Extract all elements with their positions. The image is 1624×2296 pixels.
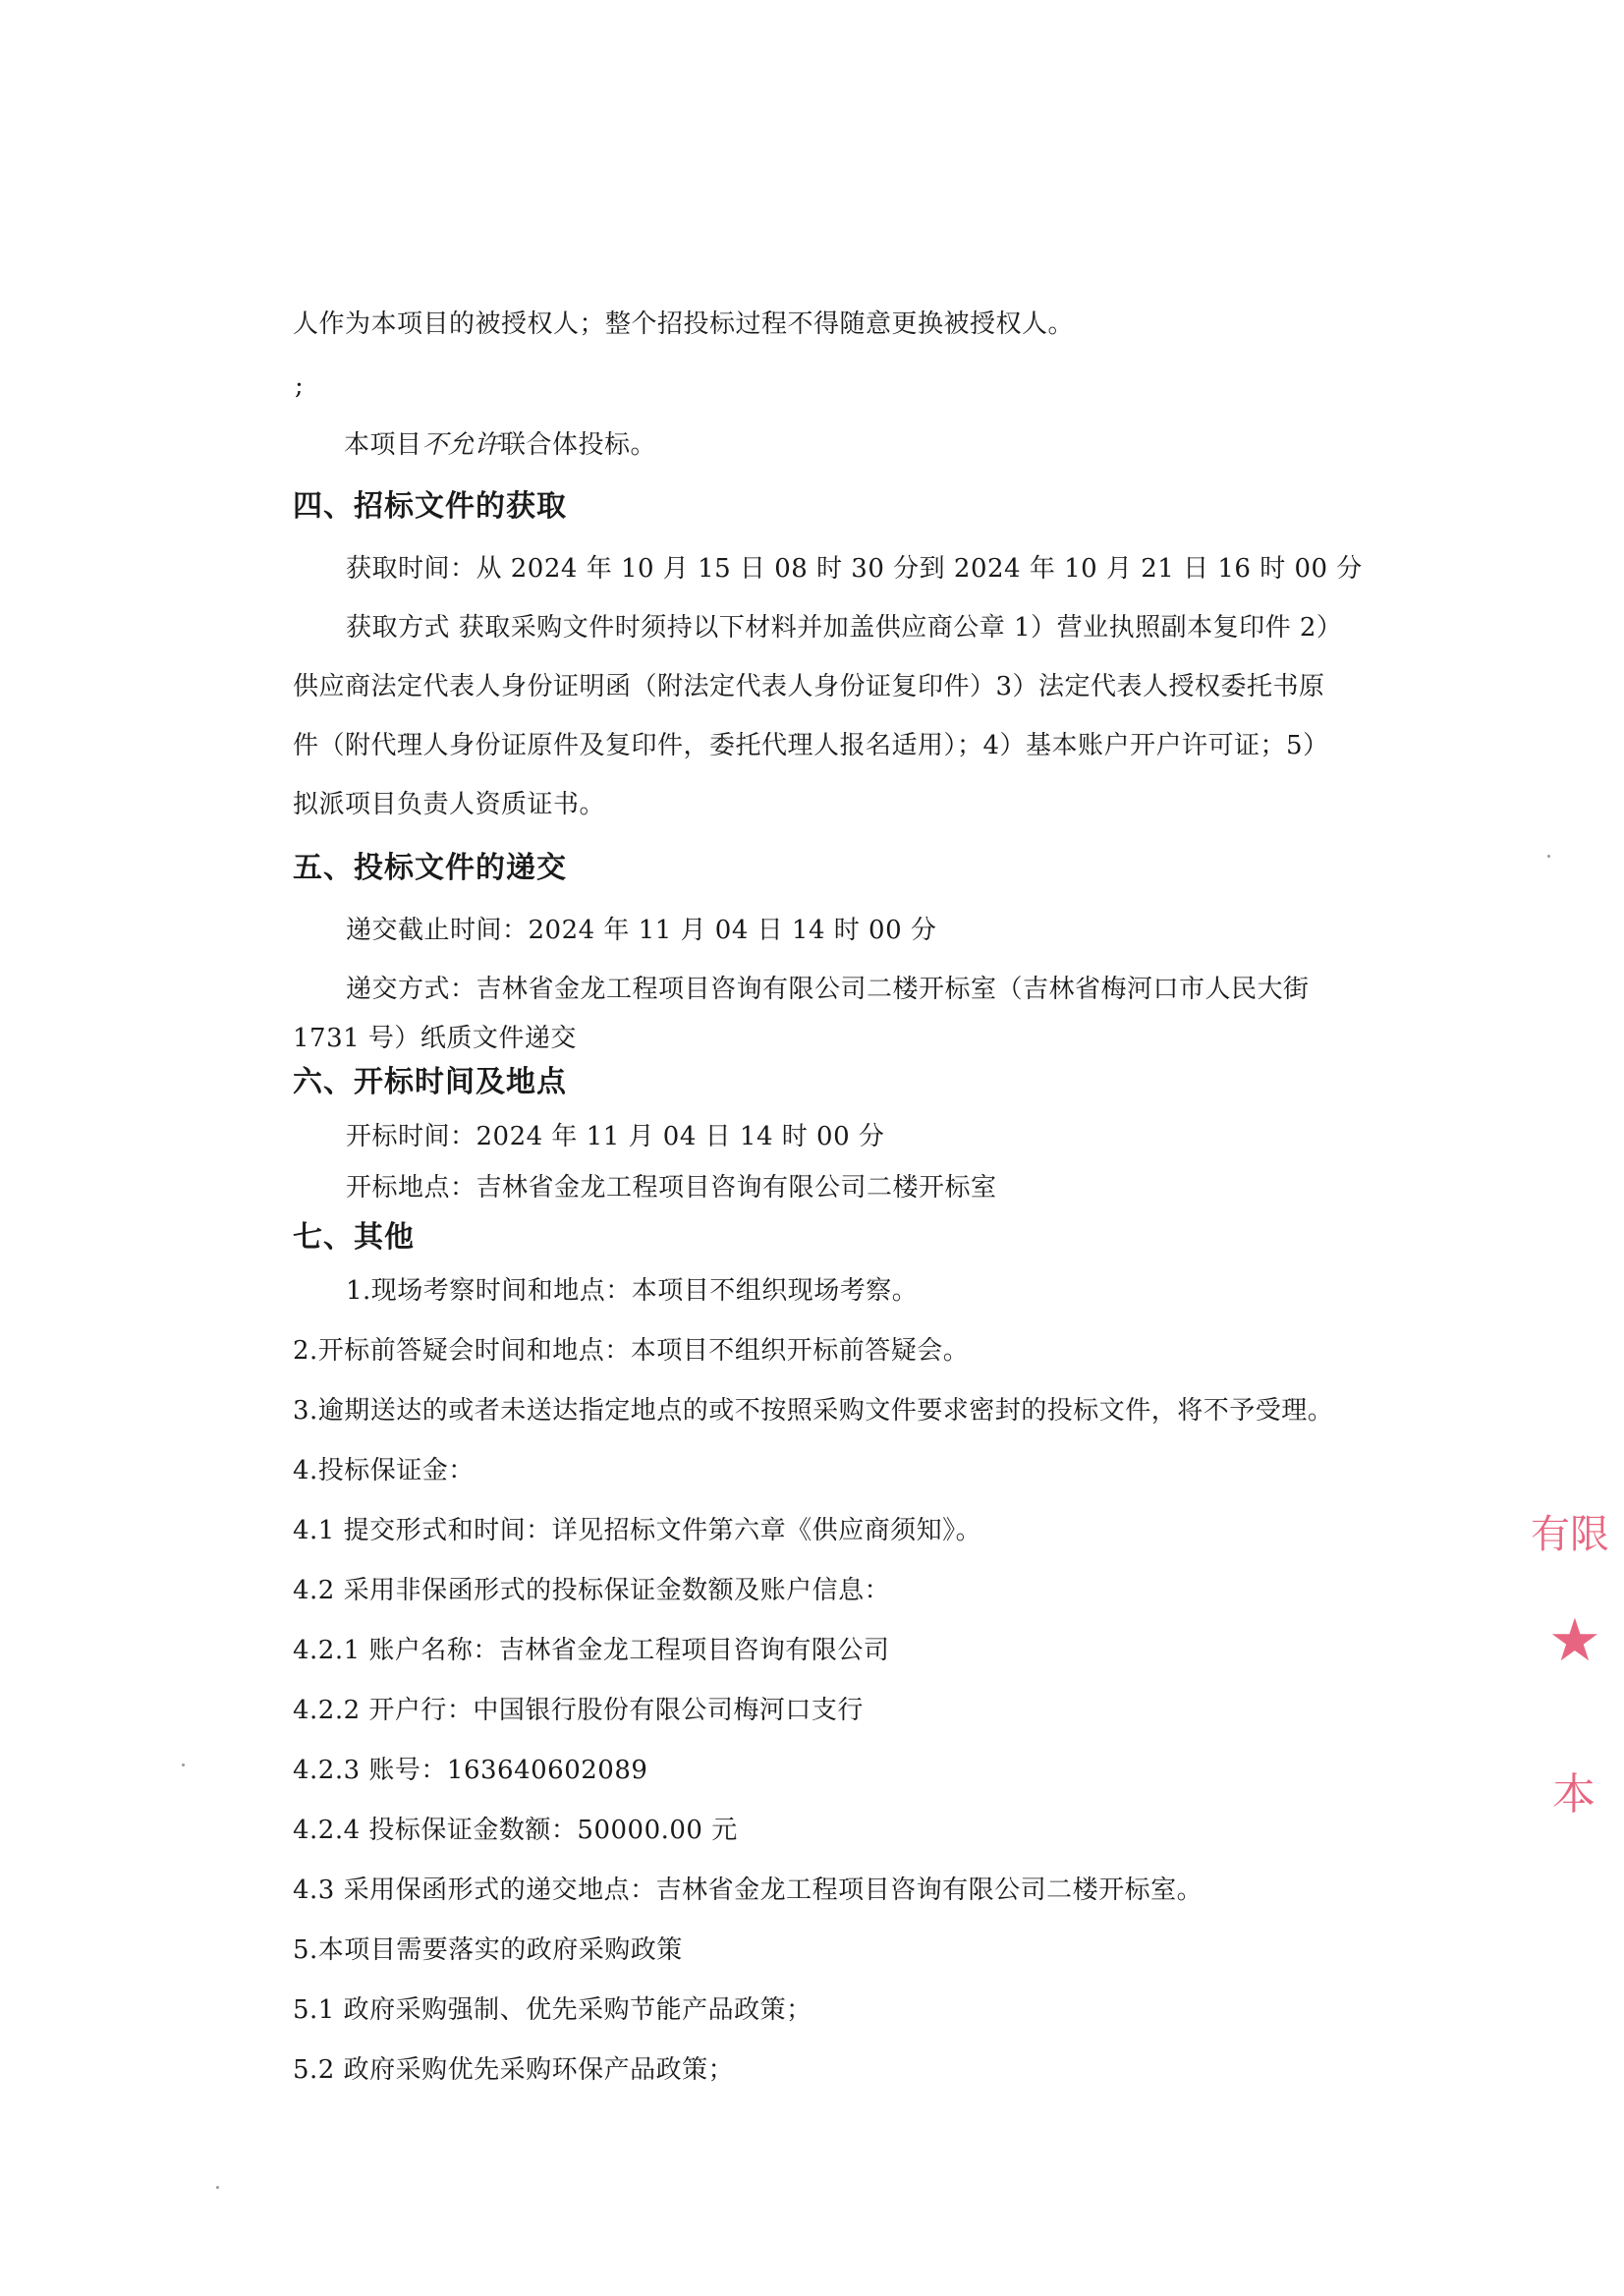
scan-speck <box>1547 855 1550 858</box>
scan-speck <box>216 2186 219 2189</box>
emphasis-text: 不允许 <box>421 430 501 460</box>
body-line: 1731 号）纸质文件递交 <box>293 1024 577 1053</box>
list-item: 3.逾期送达的或者未送达指定地点的或不按照采购文件要求密封的投标文件，将不予受理。 <box>293 1396 1334 1426</box>
body-line: 开标地点：吉林省金龙工程项目咨询有限公司二楼开标室 <box>346 1173 997 1203</box>
body-line: 人作为本项目的被授权人；整个招投标过程不得随意更换被授权人。 <box>293 309 1075 339</box>
stamp-fragment: 有限 <box>1531 1512 1609 1557</box>
stamp-fragment: 本 <box>1552 1769 1596 1820</box>
list-item: 5.2 政府采购优先采购环保产品政策； <box>293 2055 735 2085</box>
list-item: 4.2.3 账号：163640602089 <box>293 1756 648 1785</box>
list-item: 4.2.2 开户行：中国银行股份有限公司梅河口支行 <box>293 1696 864 1725</box>
section-heading: 七、其他 <box>293 1220 415 1255</box>
list-item: 1.现场考察时间和地点：本项目不组织现场考察。 <box>346 1276 919 1306</box>
list-item: 4.投标保证金： <box>293 1456 475 1485</box>
list-item: 2.开标前答疑会时间和地点：本项目不组织开标前答疑会。 <box>293 1336 970 1366</box>
body-line: 递交截止时间：2024 年 11 月 04 日 14 时 00 分 <box>346 916 937 945</box>
body-line: 递交方式：吉林省金龙工程项目咨询有限公司二楼开标室（吉林省梅河口市人民大街 <box>346 975 1310 1004</box>
section-heading: 五、投标文件的递交 <box>293 851 567 885</box>
body-line: 获取方式 获取采购文件时须持以下材料并加盖供应商公章 1）营业执照副本复印件 2） <box>346 613 1343 643</box>
body-line <box>344 428 656 462</box>
list-item: 4.2.4 投标保证金数额：50000.00 元 <box>293 1816 738 1845</box>
body-line: 获取时间：从 2024 年 10 月 15 日 08 时 30 分到 2024 年 10 月 21 日 16 时 00 分 <box>346 554 1363 584</box>
stamp-fragment: ★ <box>1548 1606 1601 1675</box>
list-item: 4.2.1 账户名称：吉林省金龙工程项目咨询有限公司 <box>293 1636 890 1665</box>
list-item: 5.1 政府采购强制、优先采购节能产品政策； <box>293 1995 812 2025</box>
text-span: 本项目 <box>344 430 422 460</box>
body-line: 开标时间：2024 年 11 月 04 日 14 时 00 分 <box>346 1122 885 1151</box>
text-span: 联合体投标。 <box>500 430 657 460</box>
scan-speck <box>182 1764 185 1766</box>
body-line: 件（附代理人身份证原件及复印件，委托代理人报名适用）；4）基本账户开户许可证；5） <box>293 731 1329 760</box>
body-line: 供应商法定代表人身份证明函（附法定代表人身份证复印件）3）法定代表人授权委托书原 <box>293 672 1325 701</box>
section-heading: 六、开标时间及地点 <box>293 1065 567 1099</box>
body-line: ; <box>295 371 305 401</box>
list-item: 5.本项目需要落实的政府采购政策 <box>293 1935 683 1965</box>
section-heading: 四、招标文件的获取 <box>293 489 567 524</box>
body-line: 拟派项目负责人资质证书。 <box>293 790 606 819</box>
list-item: 4.3 采用保函形式的递交地点：吉林省金龙工程项目咨询有限公司二楼开标室。 <box>293 1876 1204 1905</box>
list-item: 4.1 提交形式和时间：详见招标文件第六章《供应商须知》。 <box>293 1516 982 1545</box>
list-item: 4.2 采用非保函形式的投标保证金数额及账户信息： <box>293 1576 891 1605</box>
